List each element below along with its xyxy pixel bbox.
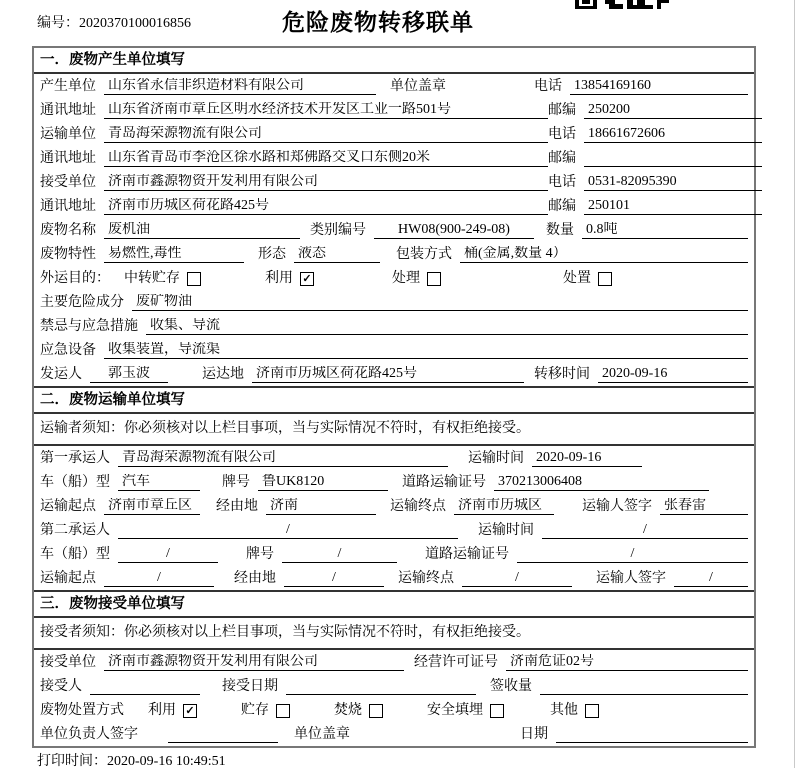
transfer-time-label: 转移时间 (534, 367, 590, 382)
transport-time-value: 2020-09-16 (532, 450, 642, 467)
responsible-sign-value (168, 742, 278, 743)
producer-postal-value: 250200 (584, 102, 762, 119)
page-title: 危险废物转移联单 (282, 10, 474, 35)
transporter-address-label: 通讯地址 (40, 151, 96, 166)
hazard-components-value: 废矿物油 (132, 294, 748, 311)
route2-sign-value: / (674, 570, 748, 587)
disposal-option-other-label: 其他 (550, 703, 578, 718)
transport-time-label: 运输时间 (468, 451, 524, 466)
waste-traits-value: 易燃性,毒性 (104, 246, 244, 263)
second-carrier-row (34, 518, 754, 542)
checkbox-icon (369, 704, 383, 718)
vehicle2-license-value: / (517, 546, 748, 563)
disposal-option-other (550, 703, 599, 719)
emergency-equipment-label: 应急设备 (40, 343, 96, 358)
transporter-postal-label: 邮编 (548, 151, 576, 166)
route1-via-label: 经由地 (216, 499, 258, 514)
route2-row (34, 566, 754, 590)
vehicle1-plate-label: 牌号 (222, 475, 250, 490)
receipt-amount-value (540, 694, 748, 695)
vehicle2-plate-value: / (282, 546, 397, 563)
waste-traits-row (34, 242, 754, 266)
producer-phone-value: 13854169160 (570, 78, 748, 95)
transport-time2-label: 运输时间 (478, 523, 534, 538)
emergency-equipment-row (34, 338, 754, 362)
vehicle1-license-label: 道路运输证号 (402, 475, 486, 490)
route2-end-label: 运输终点 (398, 571, 454, 586)
first-carrier-row (34, 446, 754, 470)
second-carrier-value: / (118, 522, 458, 539)
purpose-option-storage (124, 271, 201, 287)
route1-start-label: 运输起点 (40, 499, 96, 514)
receipt-row (34, 674, 754, 698)
vehicle2-row (34, 542, 754, 566)
route1-end-value: 济南市历城区 (454, 498, 554, 515)
emergency-measures-value: 收集、导流 (146, 318, 748, 335)
receiver-postal-label: 邮编 (548, 199, 576, 214)
second-carrier-label: 第二承运人 (40, 523, 110, 538)
accept-date-value (286, 694, 476, 695)
transporter-value: 青岛海荣源物流有限公司 (104, 126, 548, 143)
route1-end-label: 运输终点 (390, 499, 446, 514)
hazard-components-row (34, 290, 754, 314)
vehicle2-license-label: 道路运输证号 (425, 547, 509, 562)
unit-seal-label: 单位盖章 (294, 727, 350, 742)
checkbox-icon (427, 272, 441, 286)
waste-category-value: HW08(900-249-08) (374, 222, 534, 239)
vehicle2-type-value: / (118, 546, 218, 563)
producer-seal-label: 单位盖章 (390, 79, 446, 94)
disposal-option-incinerate (334, 703, 383, 719)
producer-row (34, 74, 754, 98)
transporter-phone-label: 电话 (548, 127, 576, 142)
purpose-option-treat (392, 271, 441, 287)
receipt-amount-label: 签收量 (490, 679, 532, 694)
waste-name-label: 废物名称 (40, 223, 96, 238)
disposal-option-utilize-label: 利用 (148, 703, 176, 718)
operating-license-label: 经营许可证号 (414, 655, 498, 670)
print-time-line (37, 750, 226, 770)
first-carrier-value: 青岛海荣源物流有限公司 (118, 450, 448, 467)
waste-traits-label: 废物特性 (40, 247, 96, 262)
vehicle1-license-value: 370213006408 (494, 474, 709, 491)
accept-person-value (90, 694, 200, 695)
destination-label: 运达地 (202, 367, 244, 382)
vehicle1-type-label: 车（船）型 (40, 475, 110, 490)
transporter-label: 运输单位 (40, 127, 96, 142)
serial-label: 编号： (37, 16, 79, 31)
route2-via-value: / (284, 570, 384, 587)
purpose-option-dispose-label: 处置 (563, 271, 591, 286)
purpose-option-storage-label: 中转贮存 (124, 271, 180, 286)
waste-quantity-value: 0.8吨 (582, 222, 748, 239)
checkbox-checked-icon: ✓ (300, 272, 314, 286)
disposal-option-landfill (427, 703, 504, 719)
waste-category-label: 类别编号 (310, 223, 366, 238)
dispatch-row (34, 362, 754, 386)
accept-person-label: 接受人 (40, 679, 82, 694)
emergency-measures-row (34, 314, 754, 338)
purpose-option-utilize-label: 利用 (265, 271, 293, 286)
hazard-components-label: 主要危险成分 (40, 295, 124, 310)
sender-value: 郭玉波 (90, 366, 168, 383)
section2-header: 二．废物运输单位填写 (34, 386, 754, 414)
transporter-notice: 运输者须知：你必须核对以上栏目事项，当与实际情况不符时，有权拒绝接受。 (34, 414, 754, 446)
route1-start-value: 济南市章丘区 (104, 498, 200, 515)
route2-end-value: / (462, 570, 572, 587)
print-time-value: 2020-09-16 10:49:51 (107, 754, 226, 769)
accept-unit-value: 济南市鑫源物资开发利用有限公司 (104, 654, 404, 671)
transfer-form (32, 46, 756, 748)
transfer-purpose-row (34, 266, 754, 290)
vehicle1-row (34, 470, 754, 494)
route2-via-label: 经由地 (234, 571, 276, 586)
vehicle1-type-value: 汽车 (118, 474, 200, 491)
route1-sign-value: 张春雷 (660, 498, 748, 515)
purpose-option-dispose (563, 271, 612, 287)
waste-name-row (34, 218, 754, 242)
emergency-measures-label: 禁忌与应急措施 (40, 319, 138, 334)
producer-phone-label: 电话 (534, 79, 562, 94)
receiver-notice: 接受者须知：你必须核对以上栏目事项，当与实际情况不符时，有权拒绝接受。 (34, 618, 754, 650)
transporter-row (34, 122, 754, 146)
print-time-label: 打印时间： (37, 754, 107, 769)
waste-name-value: 废机油 (104, 222, 300, 239)
transporter-address-row (34, 146, 754, 170)
packaging-value: 桶(金属,数量 4） (460, 246, 748, 263)
producer-label: 产生单位 (40, 79, 96, 94)
disposal-option-utilize (148, 703, 197, 719)
packaging-label: 包装方式 (396, 247, 452, 262)
disposal-option-storage-label: 贮存 (241, 703, 269, 718)
transfer-purpose-label: 外运目的： (40, 271, 110, 286)
checkbox-checked-icon: ✓ (183, 704, 197, 718)
vehicle2-plate-label: 牌号 (246, 547, 274, 562)
receiver-address-value: 济南市历城区荷花路425号 (104, 198, 548, 215)
waste-form-label: 形态 (258, 247, 286, 262)
purpose-option-utilize (265, 271, 314, 287)
route2-sign-label: 运输人签字 (596, 571, 666, 586)
receiver-phone-value: 0531-82095390 (584, 174, 762, 191)
disposal-option-landfill-label: 安全填埋 (427, 703, 483, 718)
purpose-option-treat-label: 处理 (392, 271, 420, 286)
sign-date-value (556, 742, 748, 743)
receiver-label: 接受单位 (40, 175, 96, 190)
checkbox-icon (490, 704, 504, 718)
route1-row (34, 494, 754, 518)
receiver-value: 济南市鑫源物资开发利用有限公司 (104, 174, 548, 191)
accept-date-label: 接受日期 (222, 679, 278, 694)
producer-address-row (34, 98, 754, 122)
sign-date-label: 日期 (520, 727, 548, 742)
serial-value: 2020370100016856 (79, 16, 191, 31)
disposal-method-row (34, 698, 754, 722)
producer-address-value: 山东省济南市章丘区明水经济技术开发区工业一路501号 (104, 102, 548, 119)
waste-form-value: 液态 (294, 246, 380, 263)
transporter-address-value: 山东省青岛市李沧区徐水路和郑佛路交叉口东侧20米 (104, 150, 548, 167)
section1-header: 一．废物产生单位填写 (34, 48, 754, 74)
checkbox-icon (276, 704, 290, 718)
vehicle2-type-label: 车（船）型 (40, 547, 110, 562)
first-carrier-label: 第一承运人 (40, 451, 110, 466)
receiver-postal-value: 250101 (584, 198, 762, 215)
producer-postal-label: 邮编 (548, 103, 576, 118)
producer-address-label: 通讯地址 (40, 103, 96, 118)
operating-license-value: 济南危证02号 (506, 654, 748, 671)
checkbox-icon (598, 272, 612, 286)
emergency-equipment-value: 收集装置，导流渠 (104, 342, 748, 359)
route2-start-label: 运输起点 (40, 571, 96, 586)
accept-unit-row (34, 650, 754, 674)
checkbox-icon (187, 272, 201, 286)
disposal-option-storage (241, 703, 290, 719)
transporter-postal-value (584, 166, 762, 167)
disposal-method-label: 废物处置方式 (40, 703, 124, 718)
sender-label: 发运人 (40, 367, 82, 382)
transporter-phone-value: 18661672606 (584, 126, 762, 143)
vehicle1-plate-value: 鲁UK8120 (258, 474, 388, 491)
destination-value: 济南市历城区荷花路425号 (252, 366, 524, 383)
responsible-sign-label: 单位负责人签字 (40, 727, 138, 742)
producer-value: 山东省永信非织造材料有限公司 (104, 78, 376, 95)
signature-row (34, 722, 754, 746)
route2-start-value: / (104, 570, 214, 587)
accept-unit-label: 接受单位 (40, 655, 96, 670)
section3-header: 三．废物接受单位填写 (34, 590, 754, 618)
receiver-address-label: 通讯地址 (40, 199, 96, 214)
receiver-phone-label: 电话 (548, 175, 576, 190)
receiver-row (34, 170, 754, 194)
receiver-address-row (34, 194, 754, 218)
qr-code-fragment (575, 0, 671, 10)
route1-sign-label: 运输人签字 (582, 499, 652, 514)
disposal-option-incinerate-label: 焚烧 (334, 703, 362, 718)
waste-quantity-label: 数量 (546, 223, 574, 238)
checkbox-icon (585, 704, 599, 718)
route1-via-value: 济南 (266, 498, 376, 515)
transfer-time-value: 2020-09-16 (598, 366, 748, 383)
transport-time2-value: / (542, 522, 748, 539)
